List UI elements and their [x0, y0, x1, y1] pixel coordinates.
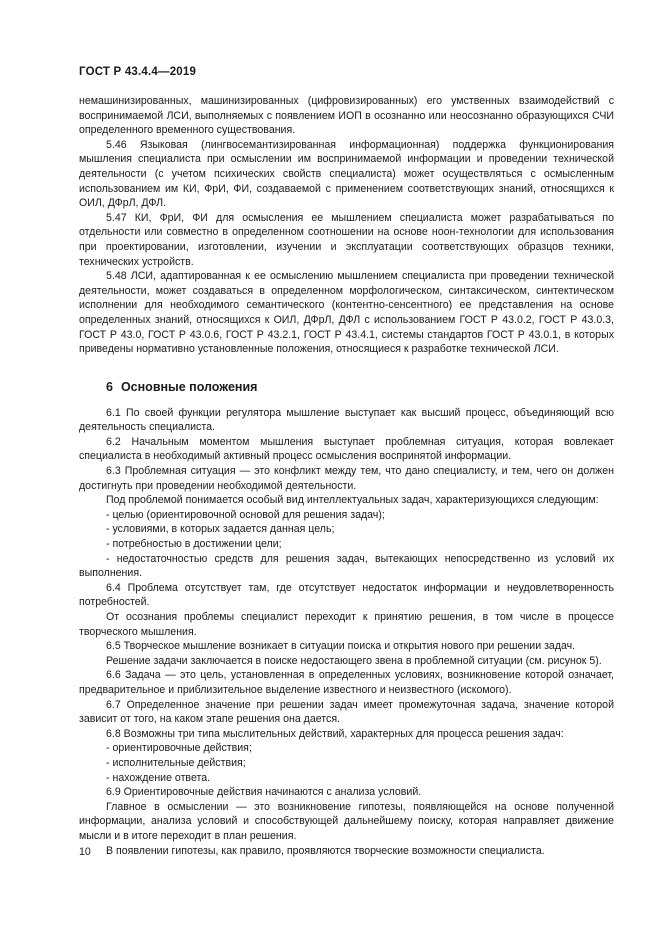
paragraph-awareness: От осознания проблемы специалист переходит к принятию решения, в том числе в процессе творческого мышления.	[79, 611, 614, 638]
list-item: - нахождение ответа.	[106, 771, 211, 784]
list-item: - исполнительные действия;	[106, 756, 246, 769]
paragraph-5-48: 5.48 ЛСИ, адаптированная к ее осмыслению мышлением специалиста при проведении технической деятельности, может создаваться в определенном морфологическом, синтаксическом, синтектическом исполнении для необходимого семантического (контентно-сенсентного) ее представления на основе определенных знаний, относящихся к ОИЛ, ДФрЛ, ДФЛ с использованием ГОСТ Р 43.0.2, ГОСТ Р 43.0.3, ГОСТ Р 43.0, ГОСТ Р 43.0.6, ГОСТ Р 43.2.1, ГОСТ Р 43.4.1, системы стандартов ГОСТ Р 43.0.1, в которых приведены нормативно установленные положения, относящиеся к разработке технической ЛСИ.	[79, 270, 614, 356]
list-item: - потребностью в достижении цели;	[106, 538, 282, 551]
section-number: 6	[106, 379, 113, 394]
paragraph-solution: Решение задачи заключается в поиске недостающего звена в проблемной ситуации (см. рисунок 5).	[106, 654, 602, 667]
paragraph-6-3: 6.3 Проблемная ситуация — это конфликт между тем, что дано специалисту, и тем, чего он должен достигнуть при проведении необходимой деятельности.	[79, 465, 614, 492]
paragraph-6-7: 6.7 Определенное значение при решении задач имеет промежуточная задача, значение которой зависит от того, на каком этапе решения она дается.	[79, 698, 614, 726]
section-heading	[106, 379, 614, 395]
paragraph-6-6: 6.6 Задача — это цель, установленная в определенных условиях, возникновение которой означает, предварительное и приблизительное выделение известного и неизвестного (искомого).	[79, 669, 614, 696]
paragraph-5-46: 5.46 Языковая (лингвосемантизированная информационная) поддержка функционирования мышления специалиста при осмыслении им воспринимаемой информации и проведении технической деятельности (с учетом психических свойств специалиста) может осуществляться с осмысленным использованием им КИ, ФрИ, ФИ, создаваемой с применением соответствующих знаний, относящихся к ОИЛ, ДФрЛ, ДФЛ.	[79, 138, 614, 210]
paragraph-6-1: 6.1 По своей функции регулятора мышление выступает как высший процесс, объединяющий всю деятельность специалиста.	[79, 406, 614, 434]
section-title: Основные положения	[120, 379, 258, 394]
list-item: - ориентировочные действия;	[106, 742, 252, 755]
paragraph-problem-definition: Под проблемой понимается особый вид интеллектуальных задач, характеризующихся следующим:	[106, 494, 599, 507]
list-item: - целью (ориентировочной основой для решения задач);	[106, 508, 385, 521]
paragraph-6-5: 6.5 Творческое мышление возникает в ситуации поиска и открытия нового при решении задач.	[106, 640, 576, 653]
list-item: - условиями, в которых задается данная цель;	[106, 523, 335, 536]
paragraph-continuation: немашинизированных, машинизированных (цифровизированных) его умственных взаимодействий с воспринимаемой ЛСИ, выполняемых с появлением ИОП в осознанно или неосознанно образующихся СЧИ определенного временного существования.	[79, 95, 614, 137]
paragraph-5-47: 5.47 КИ, ФрИ, ФИ для осмысления ее мышлением специалиста может разрабатываться по отдельности или совместно в определенном соотношении на основе ноон-технологии для использования при проектировании, изготовлении, изучении и эксплуатации соответствующих образцов техники, технических устройств.	[79, 211, 614, 268]
standard-header: ГОСТ Р 43.4.4—2019	[79, 66, 197, 78]
page-number: 10	[79, 846, 91, 858]
paragraph-6-2: 6.2 Начальным моментом мышления выступает проблемная ситуация, которая вовлекает специалиста в необходимый активный процесс осмысления воспринятой информации.	[79, 435, 614, 463]
list-item: - недостаточностью средств для решения задач, вытекающих непосредственно из условий их выполнения.	[79, 552, 614, 580]
paragraph-hypothesis: Главное в осмыслении — это возникновение гипотезы, появляющейся на основе полученной информации, анализа условий и способствующей дальнейшему поиску, которая направляет движение мысли и в итоге переходит в план решения.	[79, 800, 614, 842]
paragraph-creative: В появлении гипотезы, как правило, проявляются творческие возможности специалиста.	[106, 844, 545, 857]
paragraph-6-9: 6.9 Ориентировочные действия начинаются с анализа условий.	[106, 786, 422, 799]
paragraph-6-8: 6.8 Возможны три типа мыслительных действий, характерных для процесса решения задач:	[106, 727, 564, 740]
paragraph-6-4: 6.4 Проблема отсутствует там, где отсутствует недостаток информации и неудовлетворенность потребностей.	[79, 581, 614, 609]
page-content	[79, 94, 614, 858]
